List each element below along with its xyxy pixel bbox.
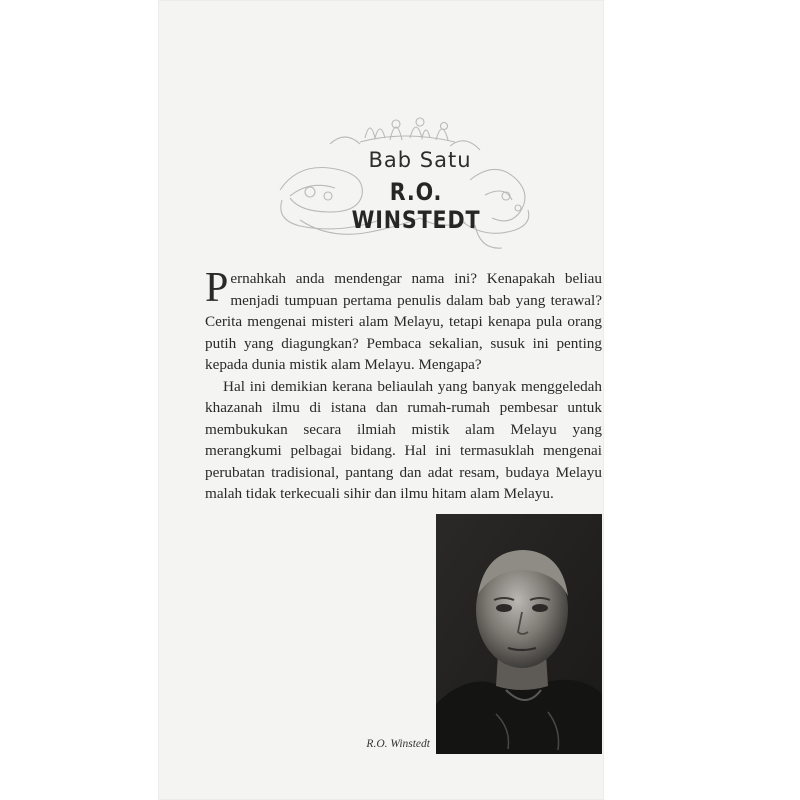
paragraph-1-text: ernahkah anda mendengar nama ini? Kenapakah beliau menjadi tumpuan pertama penulis dalam bab yang terawal? Cerita mengenai misteri alam Melayu, tetapi kenapa pula orang putih yang diagungkan? Pembaca sekalian, susuk ini penting kepada dunia mistik alam Melayu. Mengapa?	[205, 270, 602, 373]
portrait-photo	[436, 514, 602, 754]
paragraph-1	[205, 265, 602, 376]
body-text	[205, 265, 602, 505]
paragraph-2: Hal ini demikian kerana beliaulah yang banyak menggeledah khazanah ilmu di istana dan rumah-rumah pembesar untuk membukukan secara ilmiah mistik alam Melayu yang merangkumi pelbagai bidang. Hal ini termasuklah mengenai perubatan tradisional, pantang dan adat resam, budaya Melayu malah tidak terkecuali sihir dan ilmu hitam alam Melayu.	[205, 377, 602, 502]
chapter-label: Bab Satu	[368, 148, 472, 172]
photo-caption: R.O. Winstedt	[366, 738, 430, 750]
drop-cap: P	[205, 265, 229, 311]
chapter-title: R.O. WINSTEDT	[351, 178, 481, 234]
